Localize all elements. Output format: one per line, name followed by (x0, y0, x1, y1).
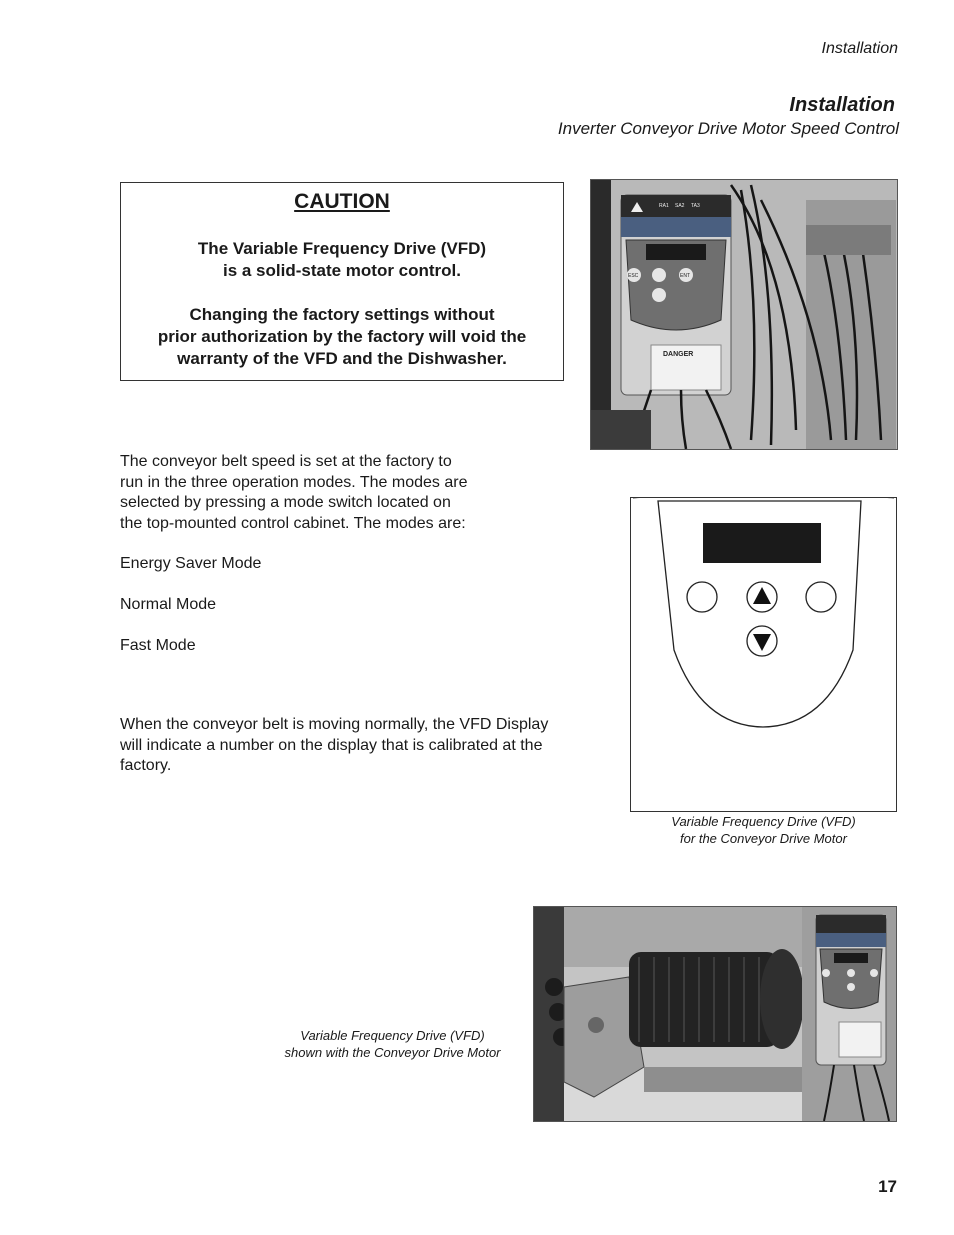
paragraph-line: The conveyor belt speed is set at the factory to (120, 453, 452, 470)
mode-energy-saver: Energy Saver Mode (120, 555, 262, 572)
mode-normal: Normal Mode (120, 596, 217, 613)
caption-line: for the Conveyor Drive Motor (680, 831, 847, 846)
intro-paragraph (120, 452, 520, 534)
danger-label: DANGER (663, 351, 694, 358)
page-number: 17 (878, 1177, 897, 1196)
display-paragraph (120, 715, 590, 777)
mode-fast: Fast Mode (120, 637, 196, 654)
caution-line: warranty of the VFD and the Dishwasher. (177, 349, 507, 368)
caption-line: Variable Frequency Drive (VFD) (300, 1028, 485, 1043)
running-header: Installation (821, 40, 898, 57)
caution-box (120, 182, 564, 381)
section-title: Installation (789, 94, 895, 116)
vfd-keypad-diagram (630, 497, 897, 812)
esc-button-label: ESC (628, 273, 639, 279)
vfd-diagram-caption (630, 813, 897, 847)
paragraph-line: the top-mounted control cabinet. The modes are: (120, 514, 466, 532)
paragraph-line: factory. (120, 757, 172, 774)
caution-line: Changing the factory settings without (189, 305, 495, 324)
paragraph-line: run in the three operation modes. The modes are (120, 473, 468, 491)
ent-button-label: ENT (680, 273, 690, 279)
paragraph-line: selected by pressing a mode switch located on (120, 494, 451, 511)
caution-heading: CAUTION (294, 190, 390, 213)
vfd-cabinet-photo (590, 179, 898, 450)
caption-line: Variable Frequency Drive (VFD) (671, 814, 856, 829)
paragraph-line: will indicate a number on the display that is calibrated at the (120, 736, 543, 754)
caution-line: is a solid-state motor control. (222, 261, 462, 280)
terminal-label: TA3 (691, 203, 700, 209)
terminal-label: SA2 (675, 203, 685, 209)
motor-photo-caption (260, 1027, 525, 1061)
paragraph-line: When the conveyor belt is moving normally, the VFD Display (120, 716, 549, 733)
section-subtitle: Inverter Conveyor Drive Motor Speed Control (557, 119, 899, 138)
motor-photo (533, 906, 897, 1122)
terminal-label: RA1 (659, 203, 669, 209)
caption-line: shown with the Conveyor Drive Motor (284, 1045, 501, 1060)
caution-line: The Variable Frequency Drive (VFD) (197, 239, 487, 258)
caution-line: prior authorization by the factory will void the (157, 327, 527, 346)
